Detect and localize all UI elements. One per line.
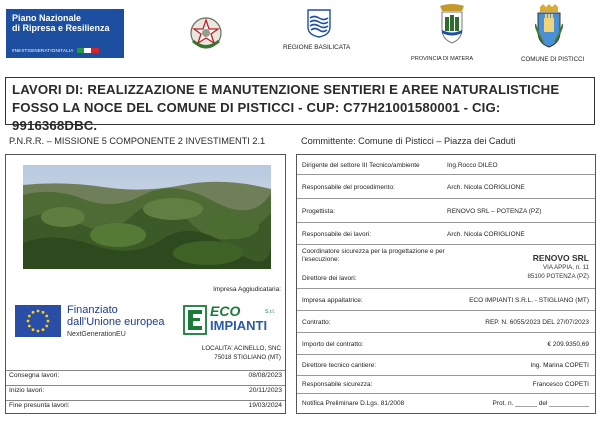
row-label: Responsabile sicurezza: (302, 381, 373, 388)
italian-flag-icon (77, 48, 99, 53)
row-value: REP. N. 6055/2023 DEL 27/07/2023 (485, 319, 589, 326)
eu-flag-icon (15, 305, 61, 337)
row-label: Notifica Preliminare D.Lgs. 81/2008 (302, 400, 405, 407)
date-row-inizio (6, 385, 285, 396)
renovo-address-line1: VIA APPIA, n. 11 (543, 264, 589, 271)
row-value: ECO IMPIANTI S.R.L. - STIGLIANO (MT) (469, 297, 589, 304)
italian-republic-emblem-icon (189, 14, 223, 52)
eco-impianti-logo (183, 301, 283, 341)
date-label: Inizio lavori: (9, 387, 45, 394)
row-value: RENOVO SRL – POTENZA (PZ) (447, 208, 542, 215)
date-value: 08/08/2023 (248, 372, 282, 379)
date-value: 20/11/2023 (249, 387, 282, 394)
table-row (297, 175, 595, 199)
table-row (297, 376, 595, 394)
eu-nextgen-label: NextGenerationEU (67, 331, 126, 338)
table-row (297, 223, 595, 245)
date-label: Fine presunta lavori: (9, 402, 70, 409)
row-value: € 209.9350,69 (547, 341, 589, 348)
impianti-word: IMPIANTI (210, 318, 268, 333)
row-value: Francesco COPETI (532, 381, 589, 388)
renovo-name: RENOVO SRL (532, 253, 589, 263)
matera-caption: PROVINCIA DI MATERA (411, 56, 474, 62)
project-info-table (296, 154, 596, 414)
eu-funded-line2: dall'Unione europea (67, 316, 165, 328)
pnrr-title-line1: Piano Nazionale (12, 13, 82, 23)
pnrr-title-line2: di Ripresa e Resilienza (12, 23, 110, 33)
table-row (297, 355, 595, 376)
basilicata-emblem-icon (307, 9, 331, 38)
row-label: Impresa appaltatrice: (302, 297, 363, 304)
row-label: Importo del contratto: (302, 341, 364, 348)
row-value: Arch. Nicola CORIGLIONE (447, 184, 525, 191)
pnrr-mission-heading: P.N.R.R. – MISSIONE 5 COMPONENTE 2 INVESTIMENTI 2.1 (9, 136, 266, 146)
row-label: Responsabile del procedimento: (302, 184, 395, 191)
row-value: Arch. Nicola CORIGLIONE (447, 231, 525, 238)
pnrr-hashtag: #NEXTGENERATIONITALIA (12, 48, 74, 53)
table-row (297, 289, 595, 311)
renovo-address-line2: 85100 POTENZA (PZ) (527, 273, 589, 280)
eco-address-line1: LOCALITA' ACINELLO, SNC (201, 345, 281, 352)
row-label: Dirigente del settore III Tecnico/ambiente (302, 162, 420, 169)
matera-emblem-icon (436, 3, 468, 45)
date-label: Consegna lavori: (9, 372, 60, 379)
eco-impianti-mark-icon (183, 305, 207, 335)
pnrr-logo (6, 9, 124, 58)
row-label: Progettista: (302, 208, 335, 215)
row-value: Prot. n. ______ del ___________ (492, 400, 589, 407)
client-heading: Committente: Comune di Pisticci – Piazza dei Caduti (301, 136, 516, 146)
table-row (297, 333, 595, 355)
row-label: Direttore dei lavori: (302, 275, 357, 282)
renovo-contact (527, 253, 589, 281)
eco-suffix: S.r.l. (265, 309, 276, 315)
row-label: Contratto: (302, 319, 331, 326)
site-photo (23, 165, 271, 269)
basilicata-caption: REGIONE BASILICATA (283, 44, 351, 51)
eco-address-line2: 75018 STIGLIANO (MT) (214, 354, 281, 361)
left-panel (5, 154, 286, 414)
row-label: Coordinatore sicurezza per la progettazione e per l'esecuzione: (302, 248, 445, 263)
project-title-box (5, 77, 595, 133)
table-row (297, 199, 595, 223)
table-row (297, 155, 595, 175)
eco-word: ECO (210, 303, 241, 319)
date-value: 19/03/2024 (248, 402, 282, 409)
date-row-fine (6, 400, 285, 411)
row-value: Ing.Rocco DILEO (447, 162, 498, 169)
impresa-label: Impresa Aggiudicataria: (213, 286, 281, 293)
row-label: Responsabile dei lavori: (302, 231, 372, 238)
table-row (297, 311, 595, 333)
project-title: LAVORI DI: REALIZZAZIONE E MANUTENZIONE SENTIERI E AREE NATURALISTICHE FOSSO LA NOCE DEL COMUNE DI PISTICCI - CUP: C77H21001580001 - CIG: 9916368DBC. (12, 82, 560, 133)
table-row (297, 394, 595, 413)
pisticci-emblem-icon (535, 4, 563, 48)
date-row-consegna (6, 370, 285, 381)
row-value: Ing. Marina COPETI (530, 362, 589, 369)
row-label: Direttore tecnico cantiere: (302, 362, 377, 369)
pisticci-caption: COMUNE DI PISTICCI (521, 56, 585, 63)
eu-funded-line1: Finanziato (67, 304, 118, 316)
